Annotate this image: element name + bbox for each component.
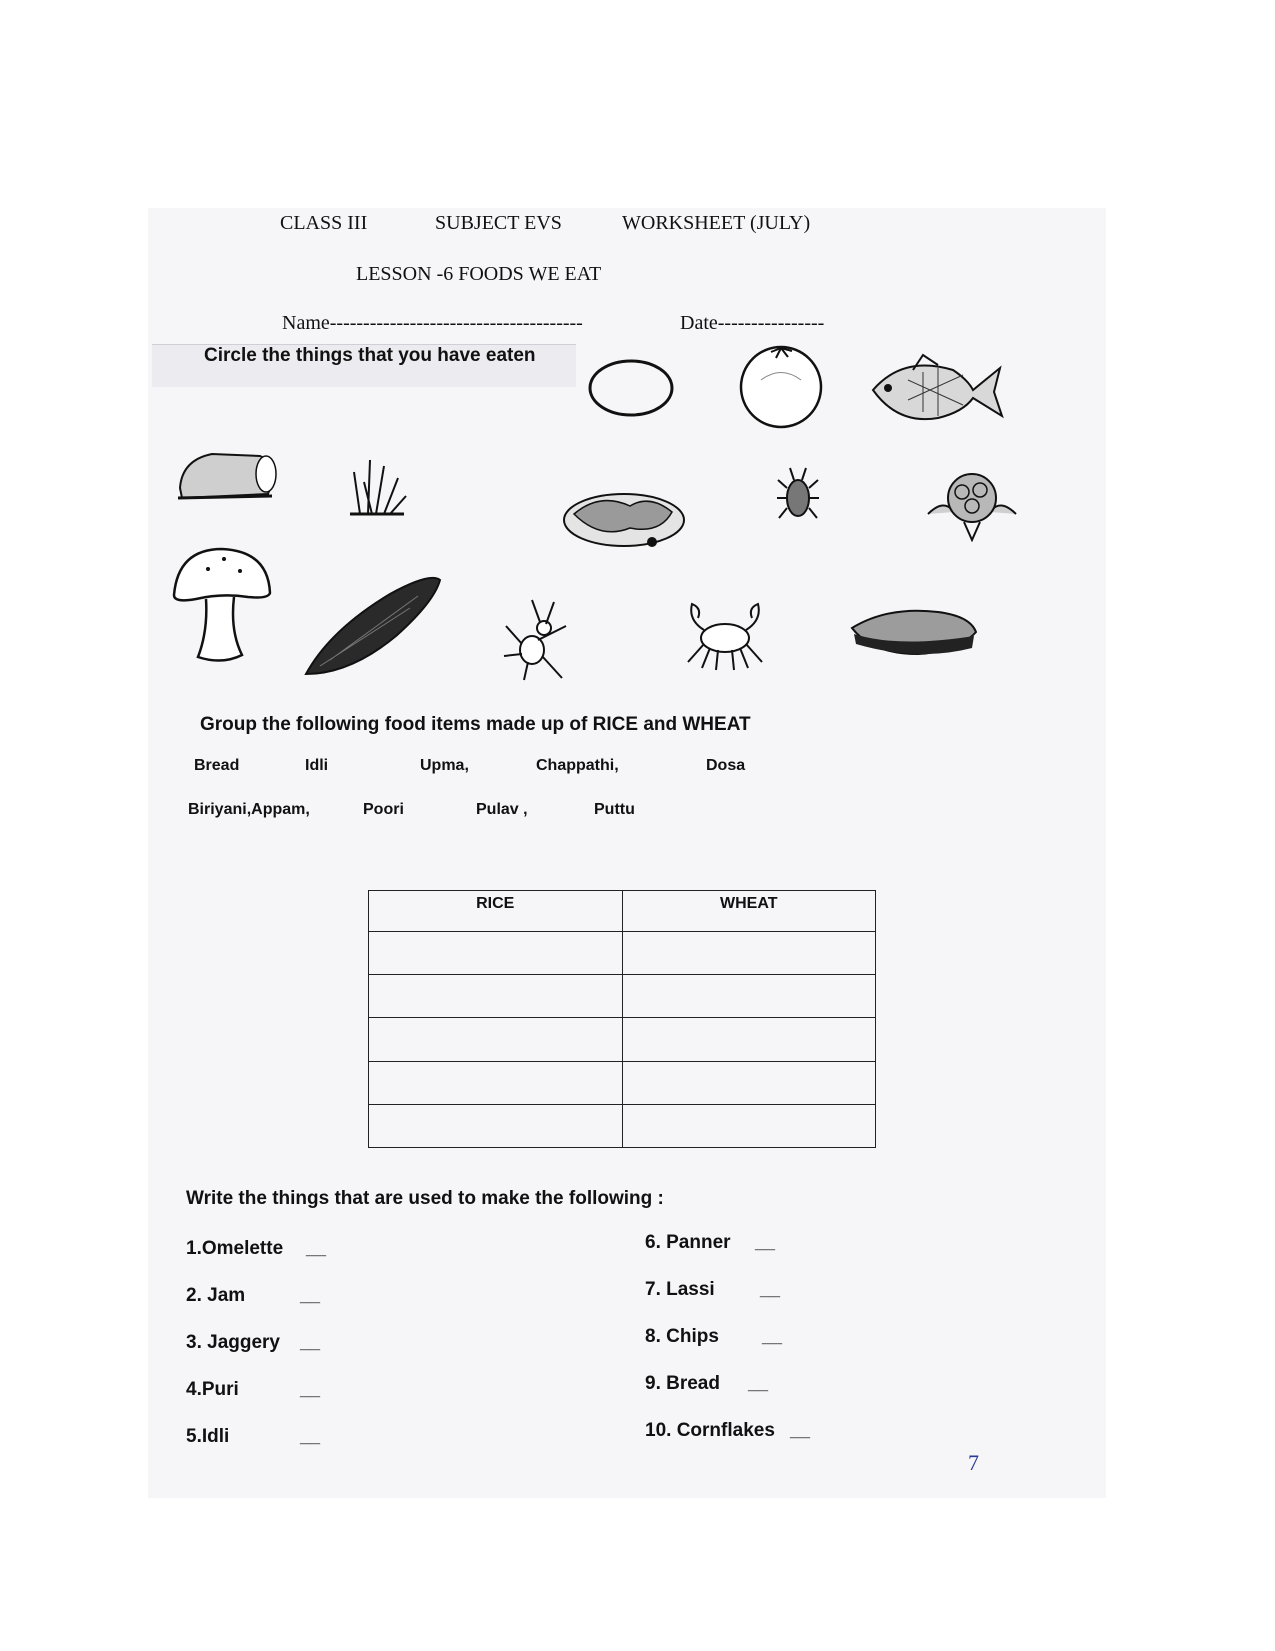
- question-item: 2. Jam: [186, 1285, 246, 1306]
- question-item: 6. Panner: [645, 1232, 731, 1253]
- subject-label: SUBJECT EVS: [435, 212, 562, 234]
- date-field[interactable]: Date----------------: [680, 312, 825, 334]
- question-item: 9. Bread: [645, 1373, 720, 1394]
- wheat-cell[interactable]: [622, 1061, 876, 1104]
- circle-instruction: Circle the things that you have eaten: [204, 345, 536, 366]
- worksheet-title: WORKSHEET (JULY): [622, 212, 811, 234]
- wheat-cell[interactable]: [622, 932, 876, 975]
- answer-blank[interactable]: __: [306, 1238, 327, 1258]
- cauliflower-icon[interactable]: [924, 468, 1020, 542]
- class-label: CLASS III: [280, 212, 368, 234]
- answer-blank[interactable]: __: [300, 1285, 321, 1305]
- answer-blank[interactable]: __: [300, 1332, 321, 1352]
- rice-cell[interactable]: [369, 975, 623, 1018]
- fish-fry-icon[interactable]: [560, 484, 688, 550]
- answer-blank[interactable]: __: [760, 1279, 781, 1299]
- rice-cell[interactable]: [369, 1061, 623, 1104]
- bread-loaf-icon[interactable]: [172, 448, 284, 506]
- food-item: Upma,: [420, 757, 469, 774]
- rice-header: RICE: [369, 891, 623, 932]
- fish-icon[interactable]: [868, 350, 1008, 430]
- grass-icon[interactable]: [340, 452, 412, 522]
- question-item: 4.Puri: [186, 1379, 239, 1400]
- food-item: Pulav ,: [476, 801, 528, 818]
- wheat-cell[interactable]: [622, 1104, 876, 1147]
- food-item: Dosa: [706, 757, 746, 774]
- name-field[interactable]: Name--------------------------------------: [282, 312, 583, 334]
- wheat-cell[interactable]: [622, 1018, 876, 1061]
- mushroom-icon[interactable]: [168, 545, 276, 669]
- group-instruction: Group the following food items made up of RICE and WHEAT: [200, 714, 751, 735]
- food-item: Poori: [363, 801, 404, 818]
- question-item: 10. Cornflakes: [645, 1420, 775, 1441]
- wheat-cell[interactable]: [622, 975, 876, 1018]
- question-item: 5.Idli: [186, 1426, 230, 1447]
- rice-cell[interactable]: [369, 1104, 623, 1147]
- food-item: Puttu: [594, 801, 635, 818]
- lesson-title: LESSON -6 FOODS WE EAT: [356, 263, 602, 285]
- question-item: 3. Jaggery: [186, 1332, 280, 1353]
- answer-blank[interactable]: __: [762, 1326, 783, 1346]
- rice-cell[interactable]: [369, 932, 623, 975]
- answer-blank[interactable]: __: [748, 1373, 769, 1393]
- food-item: Chappathi,: [536, 757, 619, 774]
- wheat-header: WHEAT: [622, 891, 876, 932]
- rice-wheat-table: [368, 890, 876, 1148]
- page-number: 7: [968, 1450, 979, 1475]
- spider-icon[interactable]: [502, 596, 574, 682]
- answer-blank[interactable]: __: [300, 1379, 321, 1399]
- answer-blank[interactable]: __: [755, 1232, 776, 1252]
- food-item: Idli: [305, 757, 329, 774]
- question-item: 7. Lassi: [645, 1279, 715, 1300]
- rice-cell[interactable]: [369, 1018, 623, 1061]
- answer-blank[interactable]: __: [300, 1426, 321, 1446]
- food-item: Biriyani,Appam,: [188, 801, 310, 818]
- sandwich-icon[interactable]: [848, 604, 980, 664]
- tomato-icon[interactable]: [736, 340, 826, 430]
- question-item: 1.Omelette: [186, 1238, 284, 1259]
- write-instruction: Write the things that are used to make the following :: [186, 1188, 664, 1209]
- crab-icon[interactable]: [678, 598, 772, 672]
- food-item: Bread: [194, 757, 240, 774]
- question-item: 8. Chips: [645, 1326, 719, 1347]
- corn-icon[interactable]: [300, 570, 448, 682]
- beetle-icon[interactable]: [776, 466, 820, 524]
- answer-blank[interactable]: __: [790, 1420, 811, 1440]
- egg-icon[interactable]: [586, 357, 676, 419]
